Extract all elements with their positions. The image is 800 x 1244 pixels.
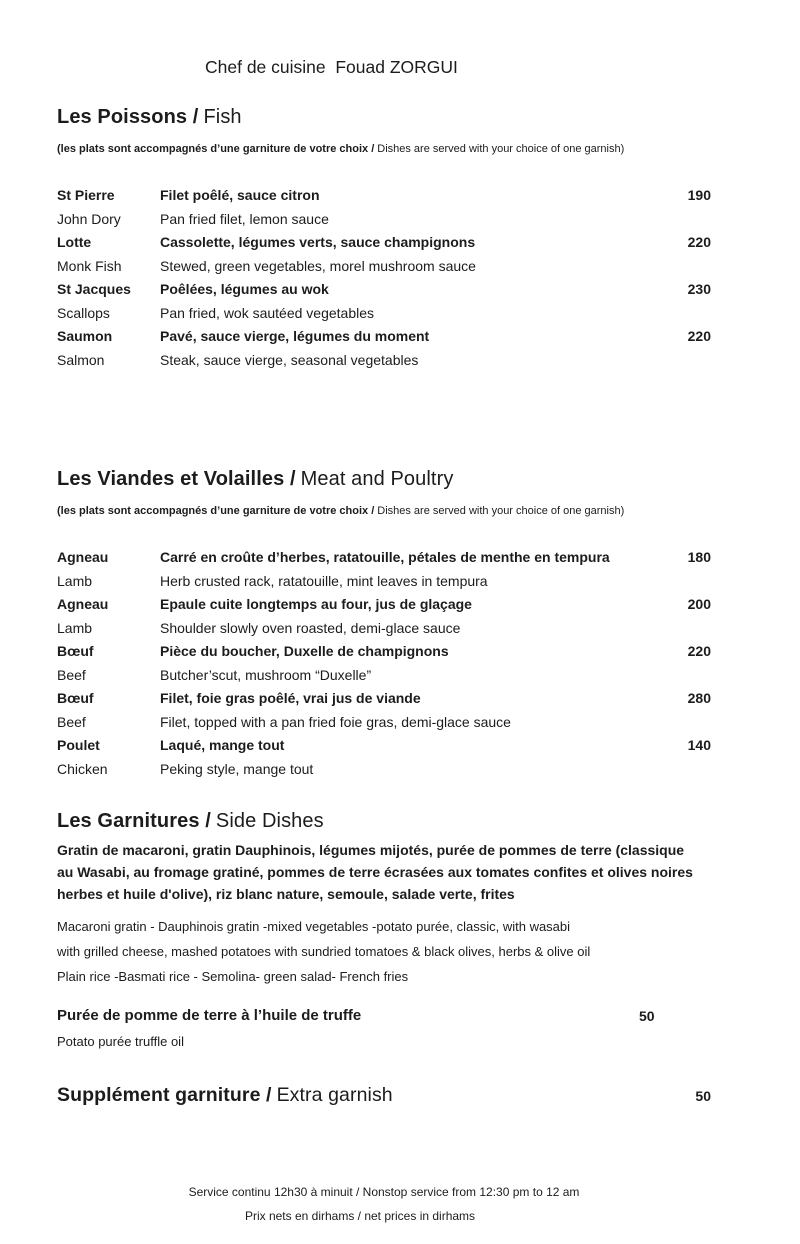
dish-name-en: Scallops: [57, 304, 110, 321]
sides-desc-en-line: with grilled cheese, mashed potatoes with sundried tomatoes & black olives, herbs & olive oil: [57, 944, 591, 959]
section-title-meat: [57, 466, 711, 492]
menu-item-en-row: [57, 570, 711, 594]
supplement-price: 50: [695, 1088, 711, 1104]
garnish-note-meat: [57, 504, 711, 519]
section-title-fish-en: Fish: [203, 106, 242, 128]
dish-name-fr: Poulet: [57, 737, 100, 753]
dish-name-en: Beef: [57, 666, 86, 683]
menu-item-en-row: [57, 664, 711, 688]
garnish-note-fish-fr: (les plats sont accompagnés d’une garniture de votre choix /: [57, 143, 375, 155]
dish-desc-en: Peking style, mange tout: [160, 760, 314, 777]
price-spacer: [639, 570, 711, 594]
price-spacer: [639, 711, 711, 735]
garnish-note-meat-en: Dishes are served with your choice of one garnish): [377, 505, 625, 517]
menu-item-fr-row: [57, 640, 711, 664]
menu-item-fr-row: [57, 546, 711, 570]
dish-desc-fr: Poêlées, légumes au wok: [160, 281, 329, 297]
menu-item-en-row: [57, 758, 711, 782]
menu-item-fr-row: [57, 184, 711, 208]
section-title-supplement: [57, 1082, 393, 1108]
truffle-price: 50: [639, 1008, 655, 1024]
truffle-item-fr-row: [57, 1006, 711, 1026]
dish-desc-en: Pan fried, wok sautéed vegetables: [160, 304, 375, 321]
price-spacer: [639, 302, 711, 326]
sides-description-fr: [57, 839, 711, 905]
dish-name-en: Lamb: [57, 619, 93, 636]
dish-desc-en: Butcher’scut, mushroom “Duxelle”: [160, 666, 372, 683]
dish-name-en: Salmon: [57, 351, 105, 368]
dish-name-en: Beef: [57, 713, 86, 730]
sides-desc-fr-line: herbes et huile d'olive), riz blanc nature, semoule, salade verte, frites: [57, 886, 515, 902]
dish-price: 140: [687, 737, 711, 753]
garnish-note-fish-en: Dishes are served with your choice of one garnish): [377, 143, 625, 155]
menu-item-en-row: [57, 617, 711, 641]
sides-description-en: [57, 914, 711, 989]
footer: [57, 1184, 711, 1224]
menu-item-fr-row: [57, 278, 711, 302]
price-spacer: [639, 349, 711, 373]
dish-price: 220: [687, 643, 711, 659]
price-spacer: [639, 255, 711, 279]
section-title-meat-en: Meat and Poultry: [300, 468, 454, 490]
dish-name-fr: Agneau: [57, 549, 109, 565]
dish-desc-en: Stewed, green vegetables, morel mushroom sauce: [160, 257, 476, 274]
truffle-name-en: Potato purée truffle oil: [57, 1034, 184, 1049]
dish-price: 200: [687, 596, 711, 612]
price-spacer: [639, 617, 711, 641]
menu-item-fr-row: [57, 734, 711, 758]
dish-price: 190: [687, 187, 711, 203]
dish-name-fr: Agneau: [57, 596, 109, 612]
dish-name-fr: Bœuf: [57, 690, 94, 706]
section-title-sides-fr: Les Garnitures /: [57, 810, 211, 832]
dish-name-en: Chicken: [57, 760, 108, 777]
fish-items: [57, 184, 711, 372]
dish-desc-en: Herb crusted rack, ratatouille, mint leaves in tempura: [160, 572, 488, 589]
dish-name-en: John Dory: [57, 210, 121, 227]
service-hours-line: Service continu 12h30 à minuit / Nonstop service from 12:30 pm to 12 am: [188, 1185, 580, 1199]
dish-name-en: Lamb: [57, 572, 93, 589]
dish-name-fr: St Jacques: [57, 281, 131, 297]
section-title-supplement-fr: Supplément garniture /: [57, 1084, 272, 1106]
menu-item-fr-row: [57, 325, 711, 349]
truffle-name-fr: Purée de pomme de terre à l’huile de truffe: [57, 1007, 362, 1024]
chef-line: Chef de cuisine Fouad ZORGUI: [205, 57, 458, 77]
menu-item-en-row: [57, 208, 711, 232]
dish-desc-fr: Carré en croûte d’herbes, ratatouille, pétales de menthe en tempura: [160, 549, 610, 565]
dish-name-fr: Saumon: [57, 328, 113, 344]
menu-item-fr-row: [57, 687, 711, 711]
sides-desc-fr-line: Gratin de macaroni, gratin Dauphinois, légumes mijotés, purée de pommes de terre (classique: [57, 842, 685, 858]
dish-name-fr: St Pierre: [57, 187, 115, 203]
menu-item-en-row: [57, 349, 711, 373]
dish-desc-fr: Filet, foie gras poêlé, vrai jus de viande: [160, 690, 421, 706]
supplement-row: [57, 1082, 711, 1108]
dish-name-fr: Bœuf: [57, 643, 94, 659]
price-spacer: [639, 758, 711, 782]
dish-desc-en: Filet, topped with a pan fried foie gras, demi-glace sauce: [160, 713, 511, 730]
meat-items: [57, 546, 711, 781]
dish-desc-fr: Cassolette, légumes verts, sauce champignons: [160, 234, 476, 250]
price-spacer: [639, 664, 711, 688]
dish-desc-en: Steak, sauce vierge, seasonal vegetables: [160, 351, 419, 368]
dish-desc-fr: Pavé, sauce vierge, légumes du moment: [160, 328, 430, 344]
dish-name-en: Monk Fish: [57, 257, 122, 274]
dish-price: 280: [687, 690, 711, 706]
garnish-note-meat-fr: (les plats sont accompagnés d’une garniture de votre choix /: [57, 505, 375, 517]
menu-item-fr-row: [57, 593, 711, 617]
dish-price: 220: [687, 328, 711, 344]
sides-desc-fr-line: au Wasabi, au fromage gratiné, pommes de terre écrasées aux tomates confites et olives noires: [57, 864, 693, 880]
net-prices-line: Prix nets en dirhams / net prices in dirhams: [244, 1209, 476, 1223]
dish-desc-fr: Filet poêlé, sauce citron: [160, 187, 320, 203]
menu-item-fr-row: [57, 231, 711, 255]
dish-desc-en: Shoulder slowly oven roasted, demi-glace sauce: [160, 619, 461, 636]
menu-item-en-row: [57, 711, 711, 735]
dish-price: 180: [687, 549, 711, 565]
dish-desc-fr: Pièce du boucher, Duxelle de champignons: [160, 643, 449, 659]
section-title-fish-fr: Les Poissons /: [57, 106, 199, 128]
section-title-sides-en: Side Dishes: [215, 810, 324, 832]
sides-desc-en-line: Plain rice -Basmati rice - Semolina- green salad- French fries: [57, 969, 409, 984]
dish-desc-en: Pan fried filet, lemon sauce: [160, 210, 329, 227]
menu-item-en-row: [57, 302, 711, 326]
section-title-fish: [57, 104, 711, 130]
sides-desc-en-line: Macaroni gratin - Dauphinois gratin -mixed vegetables -potato purée, classic, with wasabi: [57, 919, 571, 934]
truffle-item: [57, 1006, 711, 1051]
section-title-sides: [57, 808, 711, 834]
price-spacer: [639, 208, 711, 232]
dish-price: 230: [687, 281, 711, 297]
dish-desc-fr: Laqué, mange tout: [160, 737, 285, 753]
garnish-note-fish: [57, 142, 711, 157]
dish-name-fr: Lotte: [57, 234, 92, 250]
section-title-meat-fr: Les Viandes et Volailles /: [57, 468, 296, 490]
dish-desc-fr: Epaule cuite longtemps au four, jus de glaçage: [160, 596, 472, 612]
section-title-supplement-en: Extra garnish: [276, 1084, 393, 1106]
menu-item-en-row: [57, 255, 711, 279]
dish-price: 220: [687, 234, 711, 250]
